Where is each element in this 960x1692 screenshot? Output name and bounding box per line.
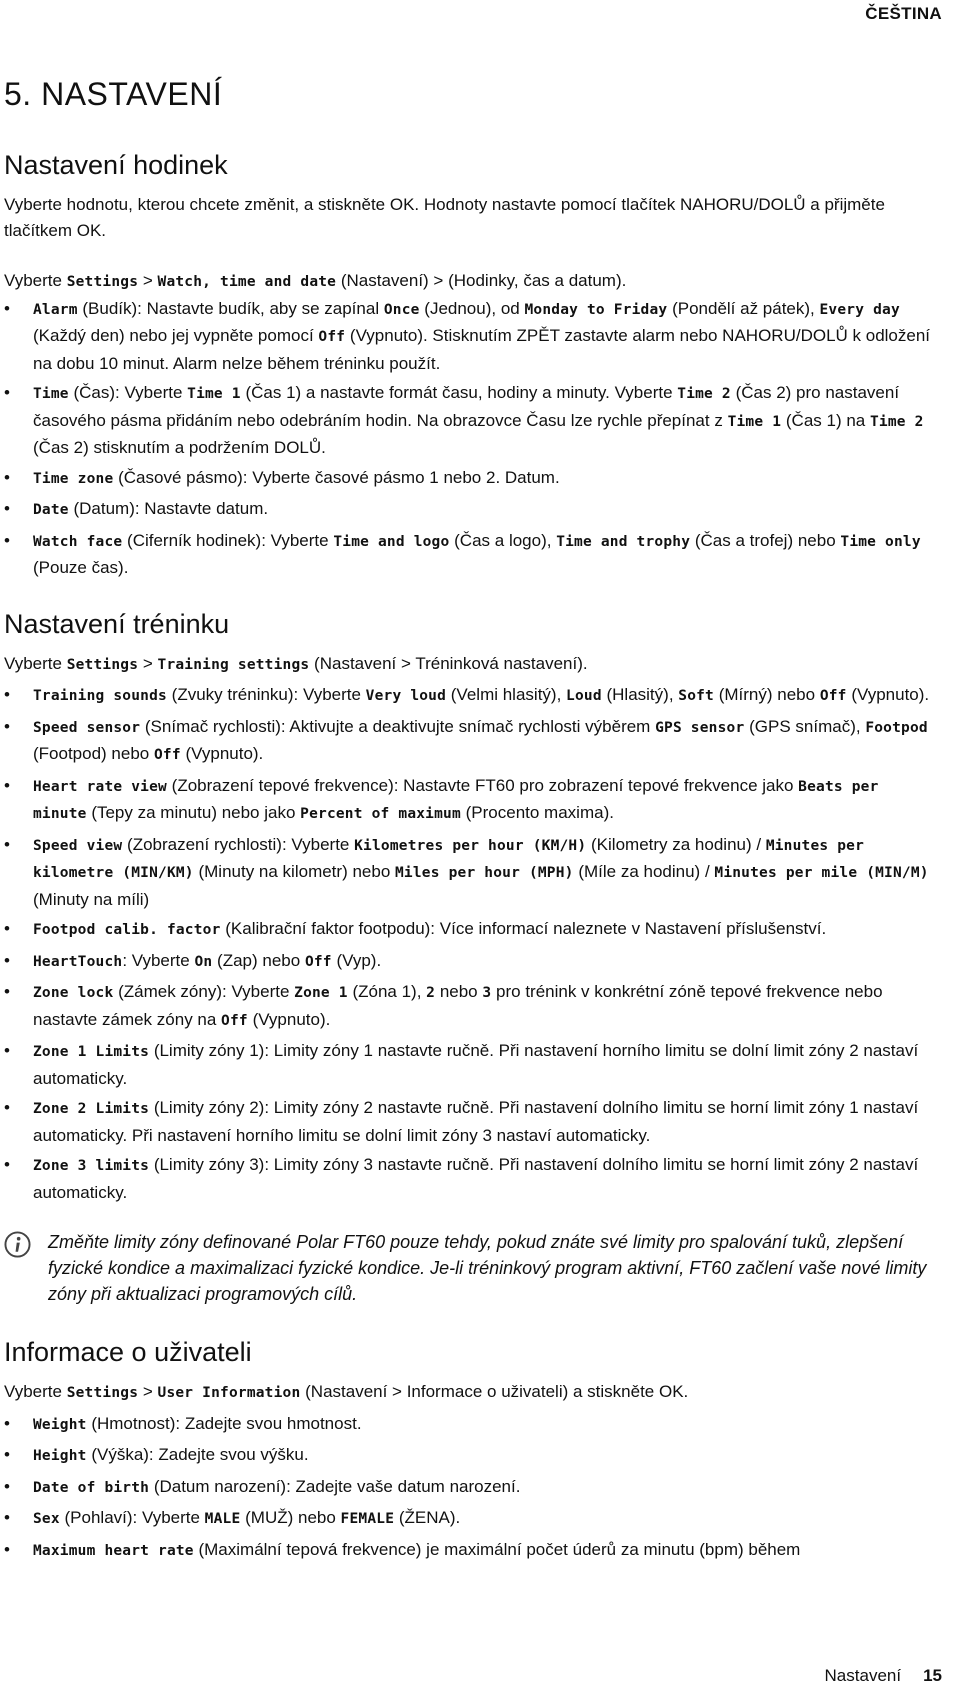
menu-keyword: Loud — [566, 688, 602, 704]
menu-keyword: Footpod calib. factor — [33, 922, 221, 938]
body-text: (Čas a logo), — [449, 530, 557, 550]
clock-menu-path — [4, 268, 936, 296]
section-user-information — [4, 1335, 936, 1564]
menu-keyword: Zone 2 Limits — [33, 1101, 150, 1117]
clock-setting-item — [4, 380, 936, 461]
menu-keyword: Off — [819, 688, 847, 704]
menu-keyword: GPS sensor — [655, 719, 745, 736]
body-text: (Zap) nebo — [212, 950, 305, 970]
body-text: (Vypnuto). Stisknutím ZPĚT zastavte alarm nebo NAHORU/DOLŮ k odložení na dobu 10 minut. Alarm nelze během tréninku použít. — [33, 326, 931, 373]
body-text: (Nastavení > Informace o uživateli) a stiskněte OK. — [300, 1382, 689, 1401]
body-text: (Pouze čas). — [33, 558, 129, 577]
body-text: (Limity zóny 3): Limity zóny 3 nastavte ručně. Při nastavení dolního limitu se horní limit zóny 2 nastaví automaticky. — [33, 1155, 919, 1202]
body-text: (Vypnuto). — [180, 744, 264, 763]
training-setting-item — [4, 916, 936, 944]
clock-setting-item — [4, 296, 936, 377]
training-setting-item — [4, 714, 936, 769]
body-text: (Čas): Vyberte — [68, 383, 188, 402]
training-setting-item — [4, 773, 936, 828]
body-text: (Vypnuto). — [846, 685, 930, 704]
user-setting-item — [4, 1474, 936, 1502]
body-text: (Ciferník hodinek): Vyberte — [122, 530, 334, 550]
user-menu-path — [4, 1379, 936, 1407]
body-text: (Maximální tepová frekvence) je maximální počet úderů za minutu (bpm) během — [193, 1539, 801, 1559]
page-number: 15 — [923, 1666, 942, 1685]
body-text: > — [138, 271, 158, 290]
menu-keyword: Time — [33, 386, 69, 402]
menu-keyword: Percent of maximum — [300, 806, 461, 822]
page-content — [4, 148, 936, 1568]
body-text: (Vypnuto). — [247, 1009, 331, 1029]
section-clock-settings — [4, 148, 936, 581]
menu-keyword: Once — [383, 301, 420, 318]
body-text: (Procento maxima). — [460, 803, 614, 822]
body-text: (Nastavení) > (Hodinky, čas a datum). — [336, 271, 627, 290]
menu-keyword: Very loud — [365, 688, 447, 704]
menu-keyword: Zone 1 — [294, 985, 348, 1001]
body-text: (Budík): Nastavte budík, aby se zapínal — [77, 298, 384, 318]
body-text: Vyberte — [4, 1382, 67, 1401]
menu-keyword: Off — [221, 1012, 248, 1029]
menu-keyword: Footpod — [865, 719, 928, 736]
menu-keyword: Weight — [33, 1416, 87, 1433]
body-text: (Čas 2) stisknutím a podržením DOLŮ. — [33, 438, 326, 457]
body-text: (Hlasitý), — [601, 685, 679, 704]
body-text: (Zóna 1), — [347, 982, 427, 1001]
body-text: (Datum narození): Zadejte vaše datum narození. — [149, 1476, 521, 1496]
menu-keyword: Time 2 — [677, 386, 731, 402]
menu-keyword: Alarm — [33, 301, 78, 318]
body-text: pro trénink v konkrétní zóně tepové frekvence nebo nastavte zámek zóny na — [33, 982, 883, 1029]
section-title-training: Nastavení tréninku — [4, 608, 230, 639]
body-text: (Limity zóny 2): Limity zóny 2 nastavte ručně. Při nastavení dolního limitu se horní limit zóny 1 nastaví automaticky. Při nastavení horního limitu se dolní limit zóny 3 nastaví automaticky. — [33, 1098, 919, 1145]
menu-keyword: Time 2 — [869, 413, 924, 430]
training-setting-item — [4, 832, 936, 913]
training-setting-item — [4, 682, 936, 710]
body-text: (Datum): Nastavte datum. — [68, 499, 269, 518]
body-text: (Každý den) nebo jej vypněte pomocí — [33, 326, 319, 345]
body-text: (Kilometry za hodinu) / — [586, 834, 766, 854]
menu-keyword: MALE — [204, 1511, 241, 1527]
menu-keyword: Time and logo — [333, 533, 450, 550]
body-text: Vyberte — [4, 271, 67, 290]
body-text: (Footpod) nebo — [33, 744, 154, 763]
body-text: (Hmotnost): Zadejte svou hmotnost. — [86, 1413, 362, 1433]
chapter-title: 5. NASTAVENÍ — [4, 76, 223, 112]
menu-keyword: Heart rate view — [33, 778, 167, 795]
menu-keyword: FEMALE — [340, 1511, 395, 1527]
menu-keyword: Time and trophy — [556, 533, 691, 550]
info-icon — [4, 1231, 31, 1258]
body-text: (Pondělí až pátek), — [667, 298, 820, 318]
body-text: (Zobrazení tepové frekvence): Nastavte FT60 pro zobrazení tepové frekvence jako — [166, 775, 799, 795]
menu-keyword: Settings — [66, 656, 139, 673]
body-text: (Mírný) nebo — [714, 685, 820, 704]
note-text: Změňte limity zóny definované Polar FT60 pouze tehdy, pokud znáte své limity pro spalování tuků, zlepšení fyzické kondice a maximalizaci fyzické kondice. Je-li tréninkový program aktivní, FT60 začlení vaše nové limity zóny při aktualizaci programových cílů. — [48, 1232, 927, 1304]
menu-keyword: Monday to Friday — [524, 301, 668, 318]
training-setting-item — [4, 1152, 936, 1205]
menu-keyword: Off — [304, 953, 332, 970]
menu-keyword: Training settings — [157, 656, 310, 673]
clock-intro: Vyberte hodnotu, kterou chcete změnit, a stiskněte OK. Hodnoty nastavte pomocí tlačítek NAHORU/DOLŮ a přijměte tlačítkem OK. — [4, 195, 885, 240]
menu-keyword: Miles per hour (MPH) — [395, 865, 574, 881]
user-setting-item — [4, 1411, 936, 1439]
menu-keyword: 2 — [426, 985, 436, 1001]
menu-keyword: Every day — [819, 301, 900, 318]
menu-keyword: Time 1 — [187, 386, 241, 402]
user-setting-item — [4, 1505, 936, 1533]
section-title-user: Informace o uživateli — [4, 1337, 252, 1367]
body-text: (Minuty na kilometr) nebo — [193, 862, 395, 881]
body-text: (Tepy za minutu) nebo jako — [86, 803, 301, 822]
body-text: Vyberte — [4, 653, 67, 673]
training-settings-list — [4, 682, 936, 1205]
training-setting-item — [4, 1095, 936, 1148]
menu-keyword: On — [194, 953, 213, 970]
user-setting-item — [4, 1442, 936, 1470]
training-setting-item — [4, 948, 936, 976]
body-text: (Jednou), od — [419, 298, 525, 318]
menu-keyword: Sex — [33, 1511, 60, 1527]
menu-keyword: Settings — [66, 274, 139, 290]
menu-keyword: Date — [33, 502, 69, 518]
page-footer — [825, 1666, 942, 1686]
menu-keyword: 3 — [482, 985, 492, 1001]
menu-keyword: Watch, time and date — [157, 274, 337, 290]
body-text: (Velmi hlasitý), — [446, 685, 567, 704]
body-text: (Čas 2) pro nastavení časového pásma přidáním nebo odebráním hodin. Na obrazovce Času lze rychle přepínat z — [33, 383, 900, 430]
clock-setting-item — [4, 496, 936, 524]
body-text: (Zámek zóny): Vyberte — [113, 982, 295, 1001]
section-title-clock: Nastavení hodinek — [4, 150, 228, 180]
menu-keyword: Off — [318, 329, 346, 345]
menu-keyword: Speed sensor — [33, 719, 141, 736]
body-text: (MUŽ) nebo — [240, 1508, 341, 1527]
training-setting-item — [4, 979, 936, 1034]
footer-section-label: Nastavení — [824, 1666, 902, 1685]
clock-setting-item — [4, 528, 936, 581]
menu-keyword: HeartTouch — [33, 953, 123, 970]
clock-settings-list — [4, 296, 936, 581]
menu-keyword: Off — [153, 747, 181, 763]
body-text: (Čas a trofej) nebo — [690, 530, 841, 550]
menu-keyword: User Information — [157, 1385, 301, 1401]
clock-setting-item — [4, 465, 936, 493]
body-text: (Vyp). — [331, 950, 382, 970]
language-label: ČEŠTINA — [865, 4, 942, 23]
menu-keyword: Time only — [840, 533, 921, 550]
section-training-settings — [4, 607, 936, 1206]
note-box — [4, 1229, 936, 1307]
body-text: : Vyberte — [122, 950, 195, 970]
body-text: (Výška): Zadejte svou výšku. — [86, 1445, 309, 1464]
body-text: (Zvuky tréninku): Vyberte — [166, 685, 366, 704]
menu-keyword: Soft — [678, 688, 714, 704]
body-text: > — [138, 653, 158, 673]
body-text: (Snímač rychlosti): Aktivujte a deaktivujte snímač rychlosti výběrem — [140, 716, 656, 736]
menu-keyword: Maximum heart rate — [33, 1542, 194, 1559]
menu-keyword: Minutes per kilometre (MIN/KM) — [33, 837, 865, 881]
menu-keyword: Height — [33, 1448, 87, 1464]
body-text: (Čas 1) na — [781, 410, 870, 430]
body-text: nebo — [435, 982, 483, 1001]
menu-keyword: Time zone — [33, 470, 114, 487]
menu-keyword: Zone lock — [33, 985, 114, 1001]
user-setting-item — [4, 1537, 936, 1565]
menu-keyword: Speed view — [33, 837, 123, 854]
menu-keyword: Time 1 — [727, 413, 782, 430]
body-text: (Zobrazení rychlosti): Vyberte — [122, 834, 355, 854]
body-text: (Čas 1) a nastavte formát času, hodiny a minuty. Vyberte — [240, 383, 678, 402]
menu-keyword: Watch face — [33, 533, 123, 550]
body-text: (Míle za hodinu) / — [573, 862, 715, 881]
body-text: (Nastavení > Tréninková nastavení). — [309, 653, 588, 673]
menu-keyword: Zone 1 Limits — [33, 1044, 150, 1060]
training-menu-path — [4, 651, 936, 679]
menu-keyword: Kilometres per hour (KM/H) — [354, 837, 587, 854]
menu-keyword: Training sounds — [33, 688, 167, 704]
body-text: (Časové pásmo): Vyberte časové pásmo 1 nebo 2. Datum. — [113, 467, 560, 487]
menu-keyword: Beats per minute — [33, 778, 879, 822]
body-text: (Kalibrační faktor footpodu): Více informací naleznete v Nastavení příslušenství. — [220, 919, 827, 938]
menu-keyword: Date of birth — [33, 1479, 150, 1496]
body-text: (Limity zóny 1): Limity zóny 1 nastavte ručně. Při nastavení horního limitu se dolní limit zóny 2 nastaví automaticky. — [33, 1041, 919, 1088]
body-text: (Pohlaví): Vyberte — [59, 1508, 205, 1527]
body-text: (ŽENA). — [394, 1508, 461, 1527]
body-text: > — [138, 1382, 158, 1401]
menu-keyword: Minutes per mile (MIN/M) — [714, 865, 929, 881]
body-text: (Minuty na míli) — [33, 889, 150, 909]
menu-keyword: Zone 3 limits — [33, 1158, 150, 1174]
user-settings-list — [4, 1411, 936, 1565]
training-setting-item — [4, 1038, 936, 1091]
body-text: (GPS snímač), — [744, 716, 866, 736]
menu-keyword: Settings — [66, 1385, 139, 1401]
